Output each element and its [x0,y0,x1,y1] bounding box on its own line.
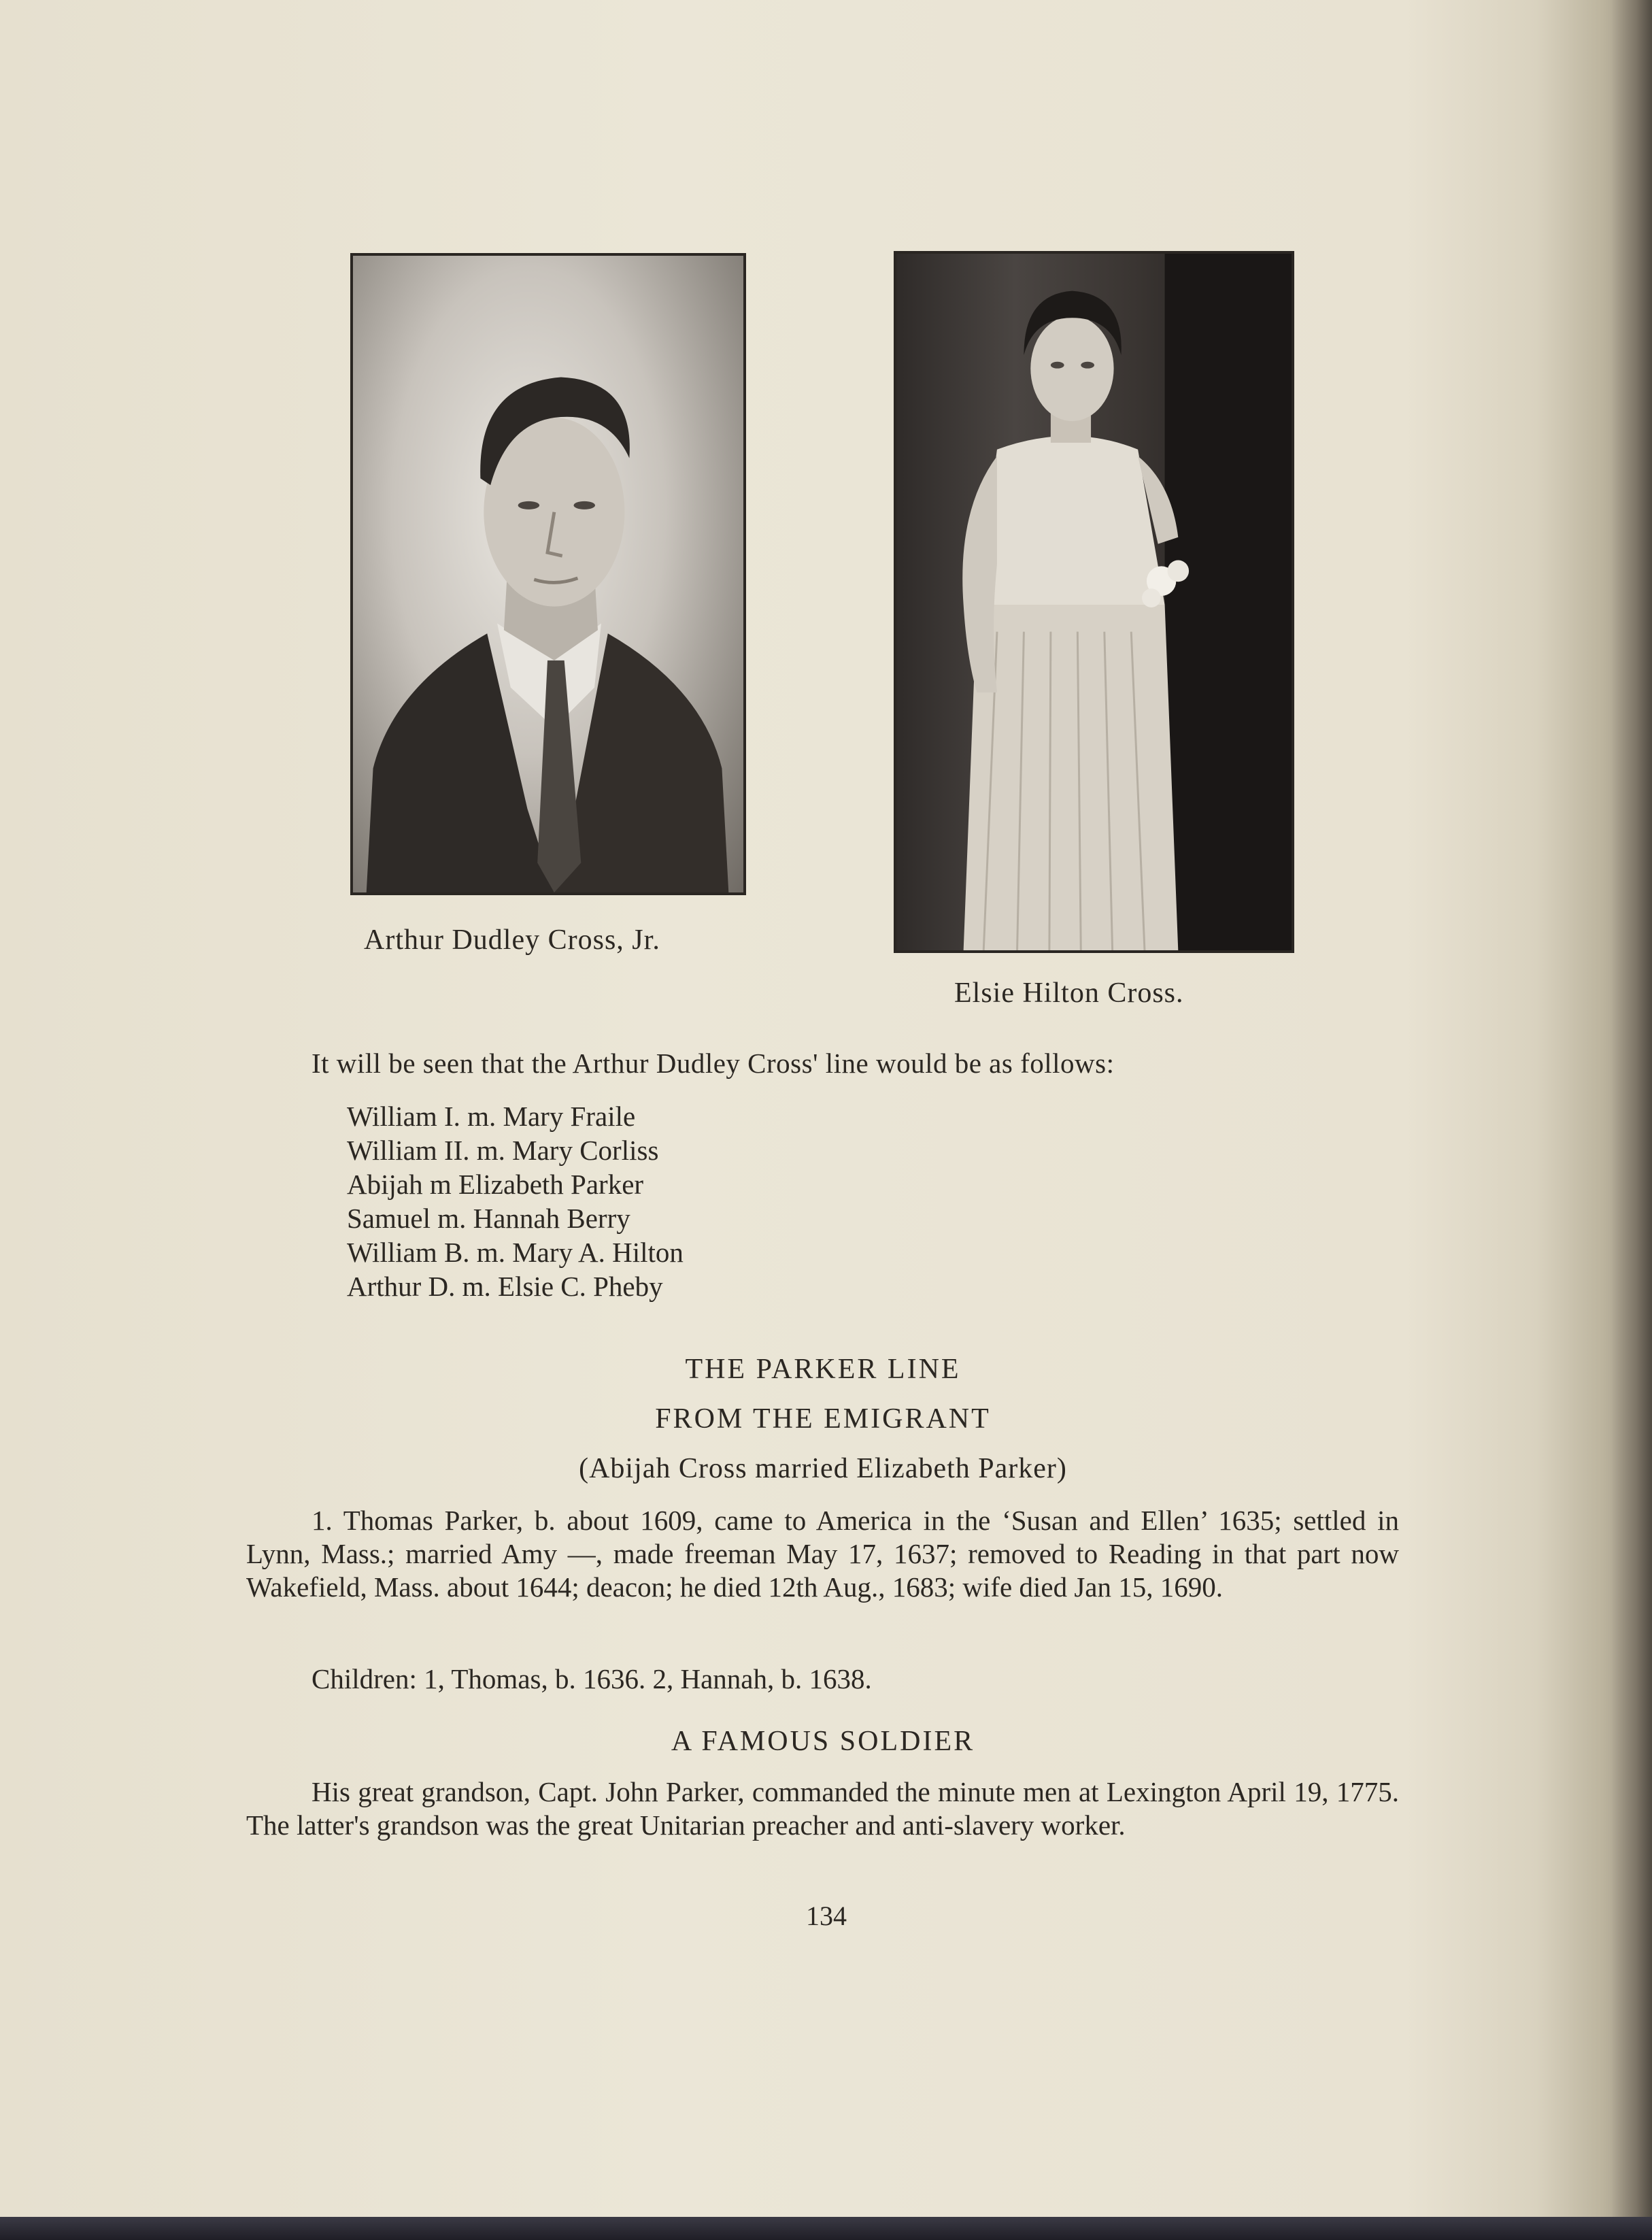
heading-famous-soldier: A FAMOUS SOLDIER [671,1726,975,1757]
paragraph-capt-john-parker: His great grandson, Capt. John Parker, commanded the minute men at Lexington April 19, 1775. The latter's grandson was the great Unitarian preacher and anti-slavery worker. [246,1776,1399,1841]
lineage-item: Abijah m Elizabeth Parker [347,1169,644,1200]
lineage-item: Arthur D. m. Elsie C. Pheby [347,1271,663,1302]
lineage-intro: It will be seen that the Arthur Dudley Cross' line would be as follows: [311,1048,1115,1079]
scan-bottom-edge [0,2217,1652,2240]
photo-elsie-hilton-cross [894,251,1294,953]
lineage-item: Samuel m. Hannah Berry [347,1203,630,1234]
paragraph-thomas-parker: 1. Thomas Parker, b. about 1609, came to America in the ‘Susan and Ellen’ 1635; settled in Lynn, Mass.; married Amy —, made freeman May 17, 1637; removed to Reading in that part now Wakefield, Mass. about 1644; deacon; he died 12th Aug., 1683; wife died Jan 15, 1690. [246,1505,1399,1603]
page-gutter-shadow [1611,0,1652,2240]
lineage-item: William B. m. Mary A. Hilton [347,1237,684,1268]
heading-parker-line: THE PARKER LINE [685,1354,961,1385]
subheading-abijah: (Abijah Cross married Elizabeth Parker) [579,1453,1067,1484]
heading-from-emigrant: FROM THE EMIGRANT [655,1403,991,1435]
lineage-item: William II. m. Mary Corliss [347,1135,659,1166]
photo-arthur-dudley-cross [350,253,746,895]
paragraph-children: Children: 1, Thomas, b. 1636. 2, Hannah, b. 1638. [311,1663,872,1694]
lineage-item: William I. m. Mary Fraile [347,1101,636,1132]
lineage-list [347,1099,684,1303]
page-number: 134 [806,1901,847,1931]
caption-arthur: Arthur Dudley Cross, Jr. [364,924,660,956]
caption-elsie: Elsie Hilton Cross. [954,977,1184,1009]
